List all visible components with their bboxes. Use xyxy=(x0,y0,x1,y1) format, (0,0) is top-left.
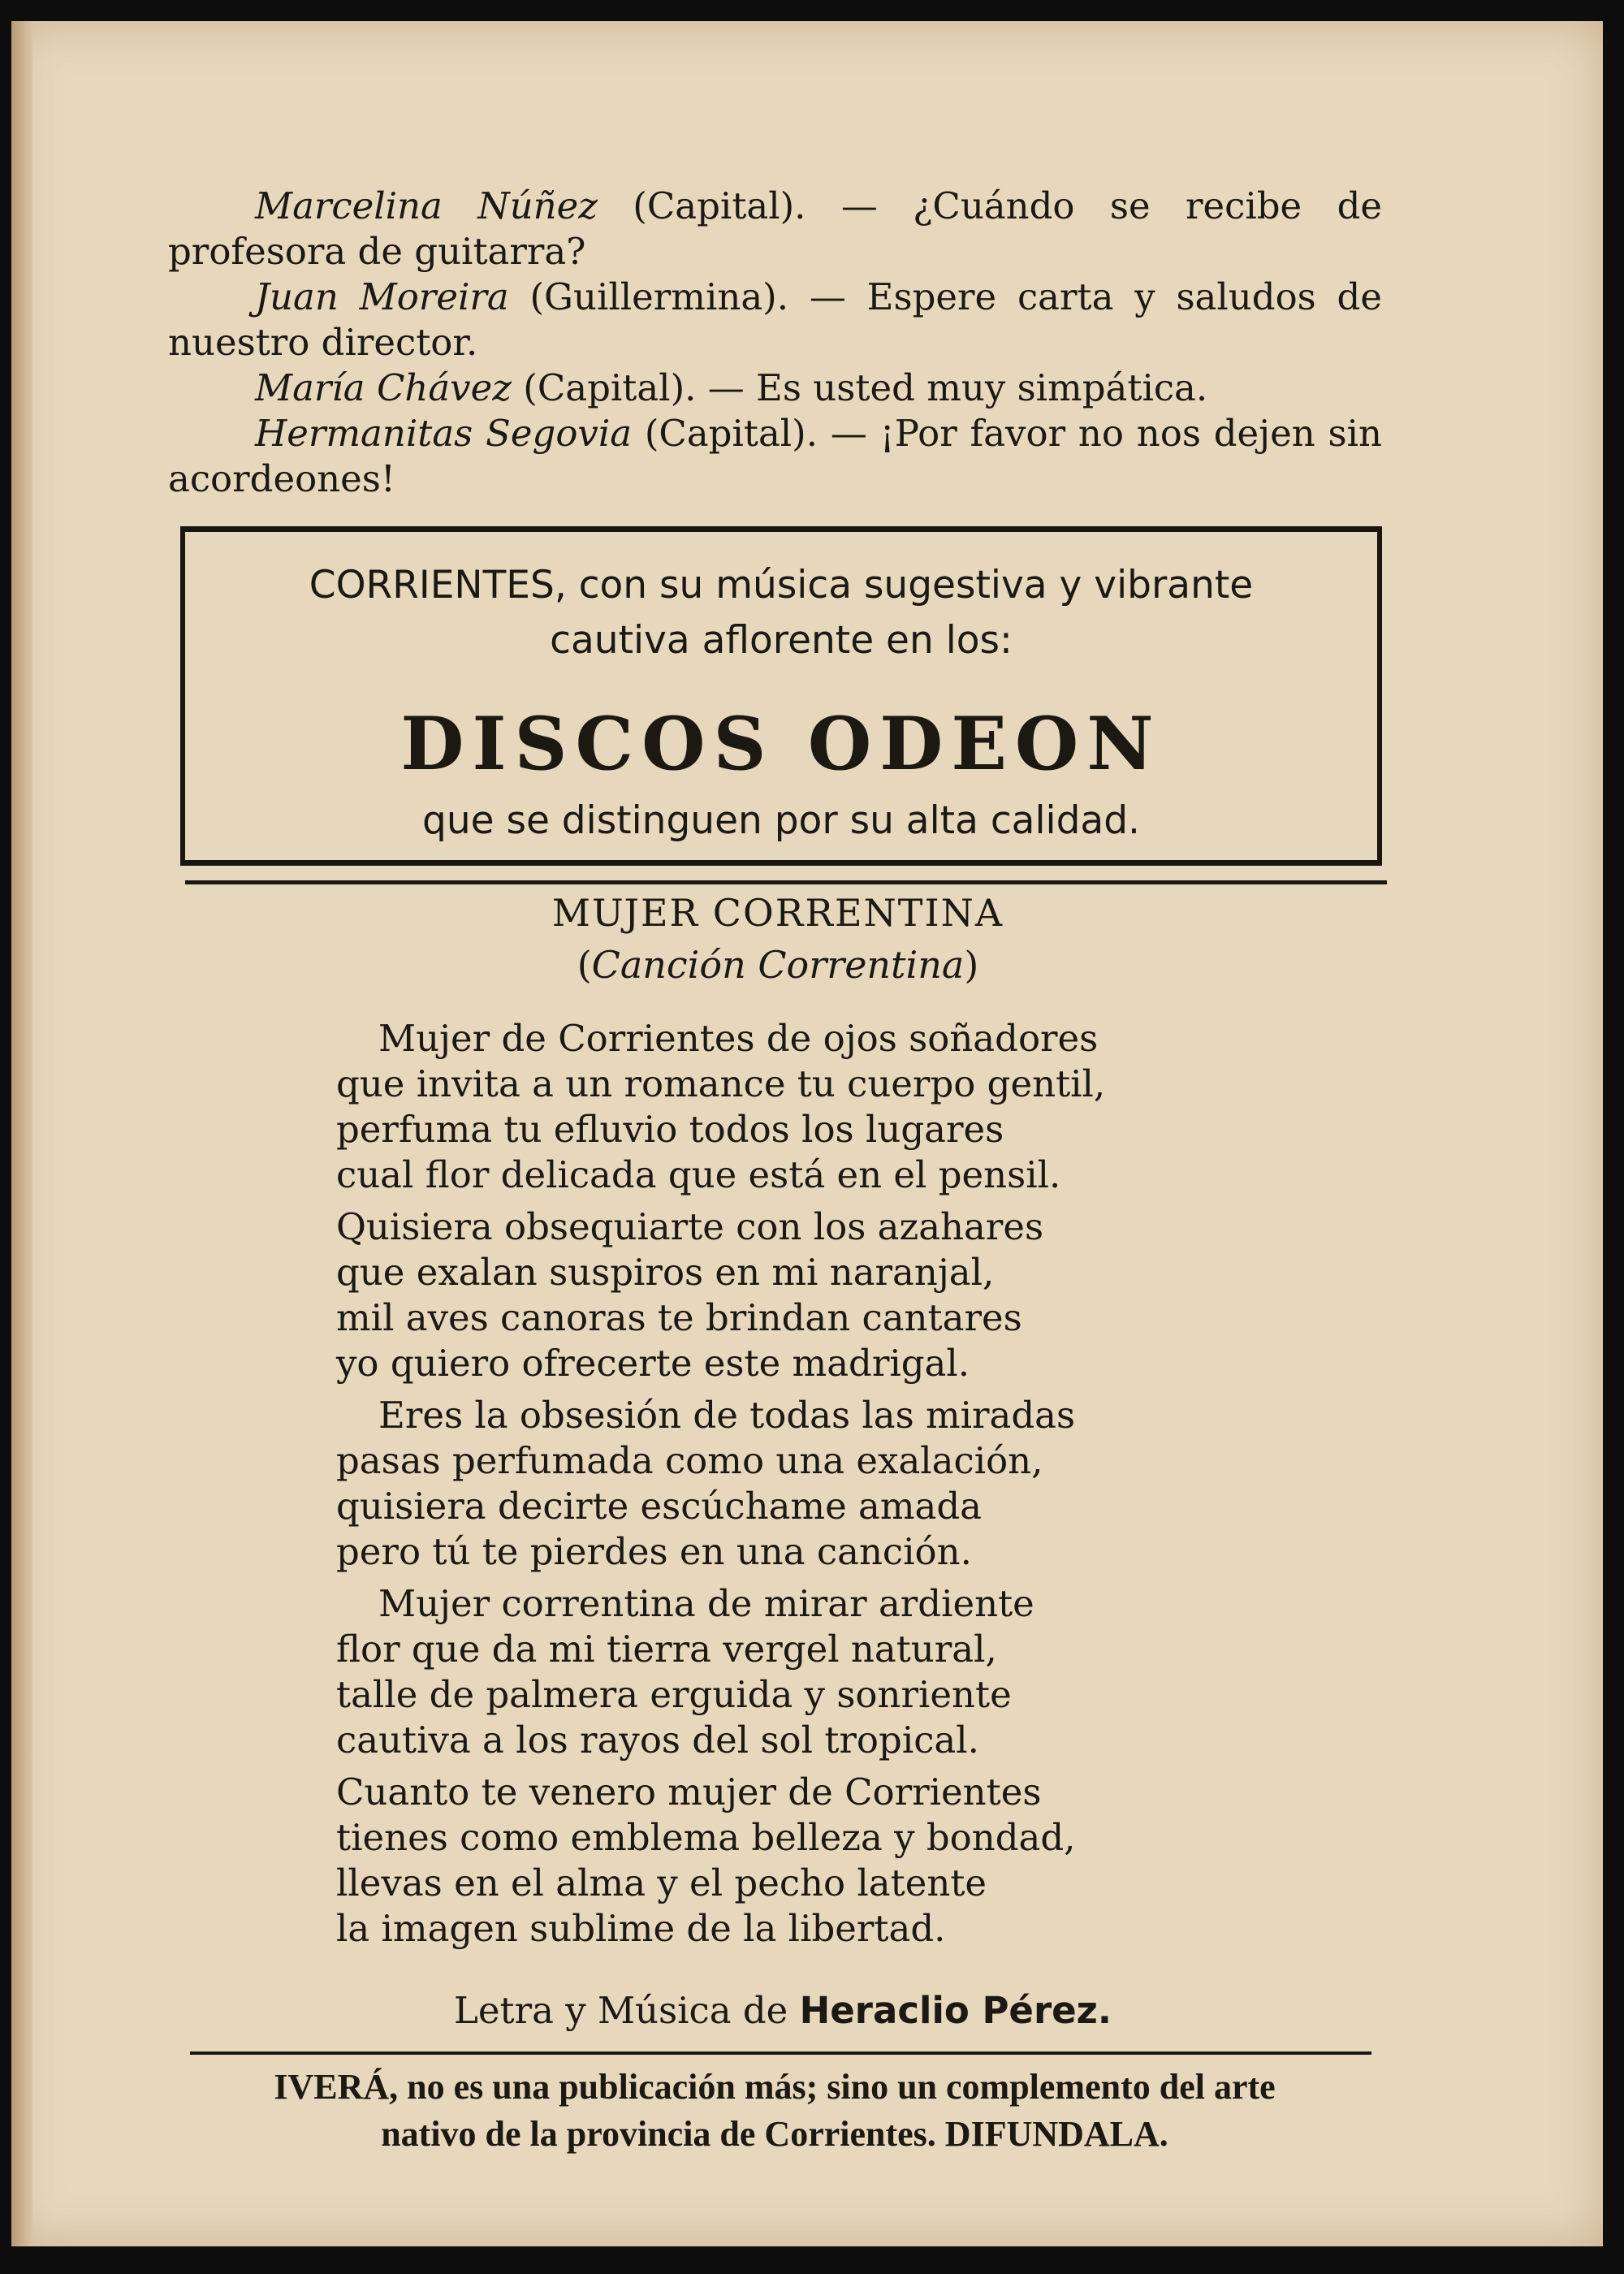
stanza xyxy=(336,1393,1246,1575)
stanza xyxy=(336,1016,1246,1198)
footer-line-1: IVERÁ, no es una publicación más; sino un complemento del arte xyxy=(274,2067,1276,2107)
lyric-line: talle de palmera erguida y sonriente xyxy=(336,1673,1012,1716)
lyric-line: cautiva a los rayos del sol tropical. xyxy=(336,1718,979,1762)
lyric-line: yo quiero ofrecerte este madrigal. xyxy=(336,1342,970,1385)
ad-line-2: cautiva aflorente en los: xyxy=(550,618,1013,663)
lyric-line: cual flor delicada que está en el pensil. xyxy=(336,1153,1061,1196)
letter-item xyxy=(168,365,1382,411)
song-lyrics xyxy=(336,1016,1246,1958)
song-credit xyxy=(336,1987,1229,2035)
lyric-line: mil aves canoras te brindan cantares xyxy=(336,1296,1022,1339)
letter-reply: (Capital). — ¿Cuándo se recibe de profesora de guitarra? xyxy=(168,184,1383,273)
letter-name: Juan Moreira xyxy=(255,275,509,318)
lyric-line: flor que da mi tierra vergel natural, xyxy=(336,1628,997,1671)
letter-reply: (Capital). — Es usted muy simpática. xyxy=(511,366,1208,409)
letter-name: Hermanitas Segovia xyxy=(255,412,633,455)
divider-rule xyxy=(190,2051,1371,2055)
ad-brand: DISCOS ODEON xyxy=(400,701,1162,787)
stanza xyxy=(336,1204,1246,1386)
lyric-line: pero tú te pierdes en una canción. xyxy=(336,1530,972,1573)
odeon-advertisement xyxy=(180,526,1382,866)
lyric-line: Quisiera obsequiarte con los azahares xyxy=(336,1205,1044,1248)
lyric-line: pasas perfumada como una exalación, xyxy=(336,1439,1043,1482)
lyric-line: llevas en el alma y el pecho latente xyxy=(336,1861,987,1904)
lyric-line: Mujer correntina de mirar ardiente xyxy=(378,1582,1034,1625)
reader-letters xyxy=(168,184,1382,502)
lyric-line: que invita a un romance tu cuerpo gentil, xyxy=(336,1062,1106,1105)
page-spine xyxy=(11,21,32,2246)
lyric-line: perfuma tu efluvio todos los lugares xyxy=(336,1108,1004,1151)
song-subtitle xyxy=(182,940,1374,989)
lyric-line: que exalan suspiros en mi naranjal, xyxy=(336,1251,995,1294)
letter-item xyxy=(168,184,1382,275)
stanza xyxy=(336,1770,1246,1952)
credit-author: Heraclio Pérez. xyxy=(799,1989,1112,2032)
footer-note xyxy=(153,2064,1396,2158)
lyric-line: quisiera decirte escúchame amada xyxy=(336,1485,982,1528)
ad-line-4: que se distinguen por su alta calidad. xyxy=(421,798,1140,843)
lyric-line: Eres la obsesión de todas las miradas xyxy=(378,1394,1076,1437)
stanza xyxy=(336,1581,1246,1763)
lyric-line: tienes como emblema belleza y bondad, xyxy=(336,1816,1076,1859)
letter-reply: (Capital). — ¡Por favor no nos dejen sin acordeones! xyxy=(168,412,1382,500)
letter-name: Marcelina Núñez xyxy=(255,184,598,227)
footer-line-2: nativo de la provincia de Corrientes. DIFUNDALA. xyxy=(381,2114,1168,2154)
paren-close: ) xyxy=(964,943,979,987)
divider-rule xyxy=(185,880,1387,884)
song-subtitle-text: Canción Correntina xyxy=(591,943,965,987)
lyric-line: Cuanto te venero mujer de Corrientes xyxy=(336,1770,1042,1814)
ad-line-1: CORRIENTES, con su música sugestiva y vibrante xyxy=(309,563,1254,607)
magazine-page xyxy=(11,21,1603,2246)
song-title: MUJER CORRENTINA xyxy=(551,891,1004,935)
paren-open: ( xyxy=(577,943,592,987)
letter-name: María Chávez xyxy=(255,366,512,409)
letter-item xyxy=(168,275,1382,365)
credit-prefix: Letra y Música de xyxy=(454,1989,800,2032)
lyric-line: Mujer de Corrientes de ojos soñadores xyxy=(378,1017,1099,1060)
letter-item xyxy=(168,411,1382,502)
lyric-line: la imagen sublime de la libertad. xyxy=(336,1907,946,1950)
letter-reply: (Guillermina). — Espere carta y saludos de nuestro director. xyxy=(168,275,1382,364)
